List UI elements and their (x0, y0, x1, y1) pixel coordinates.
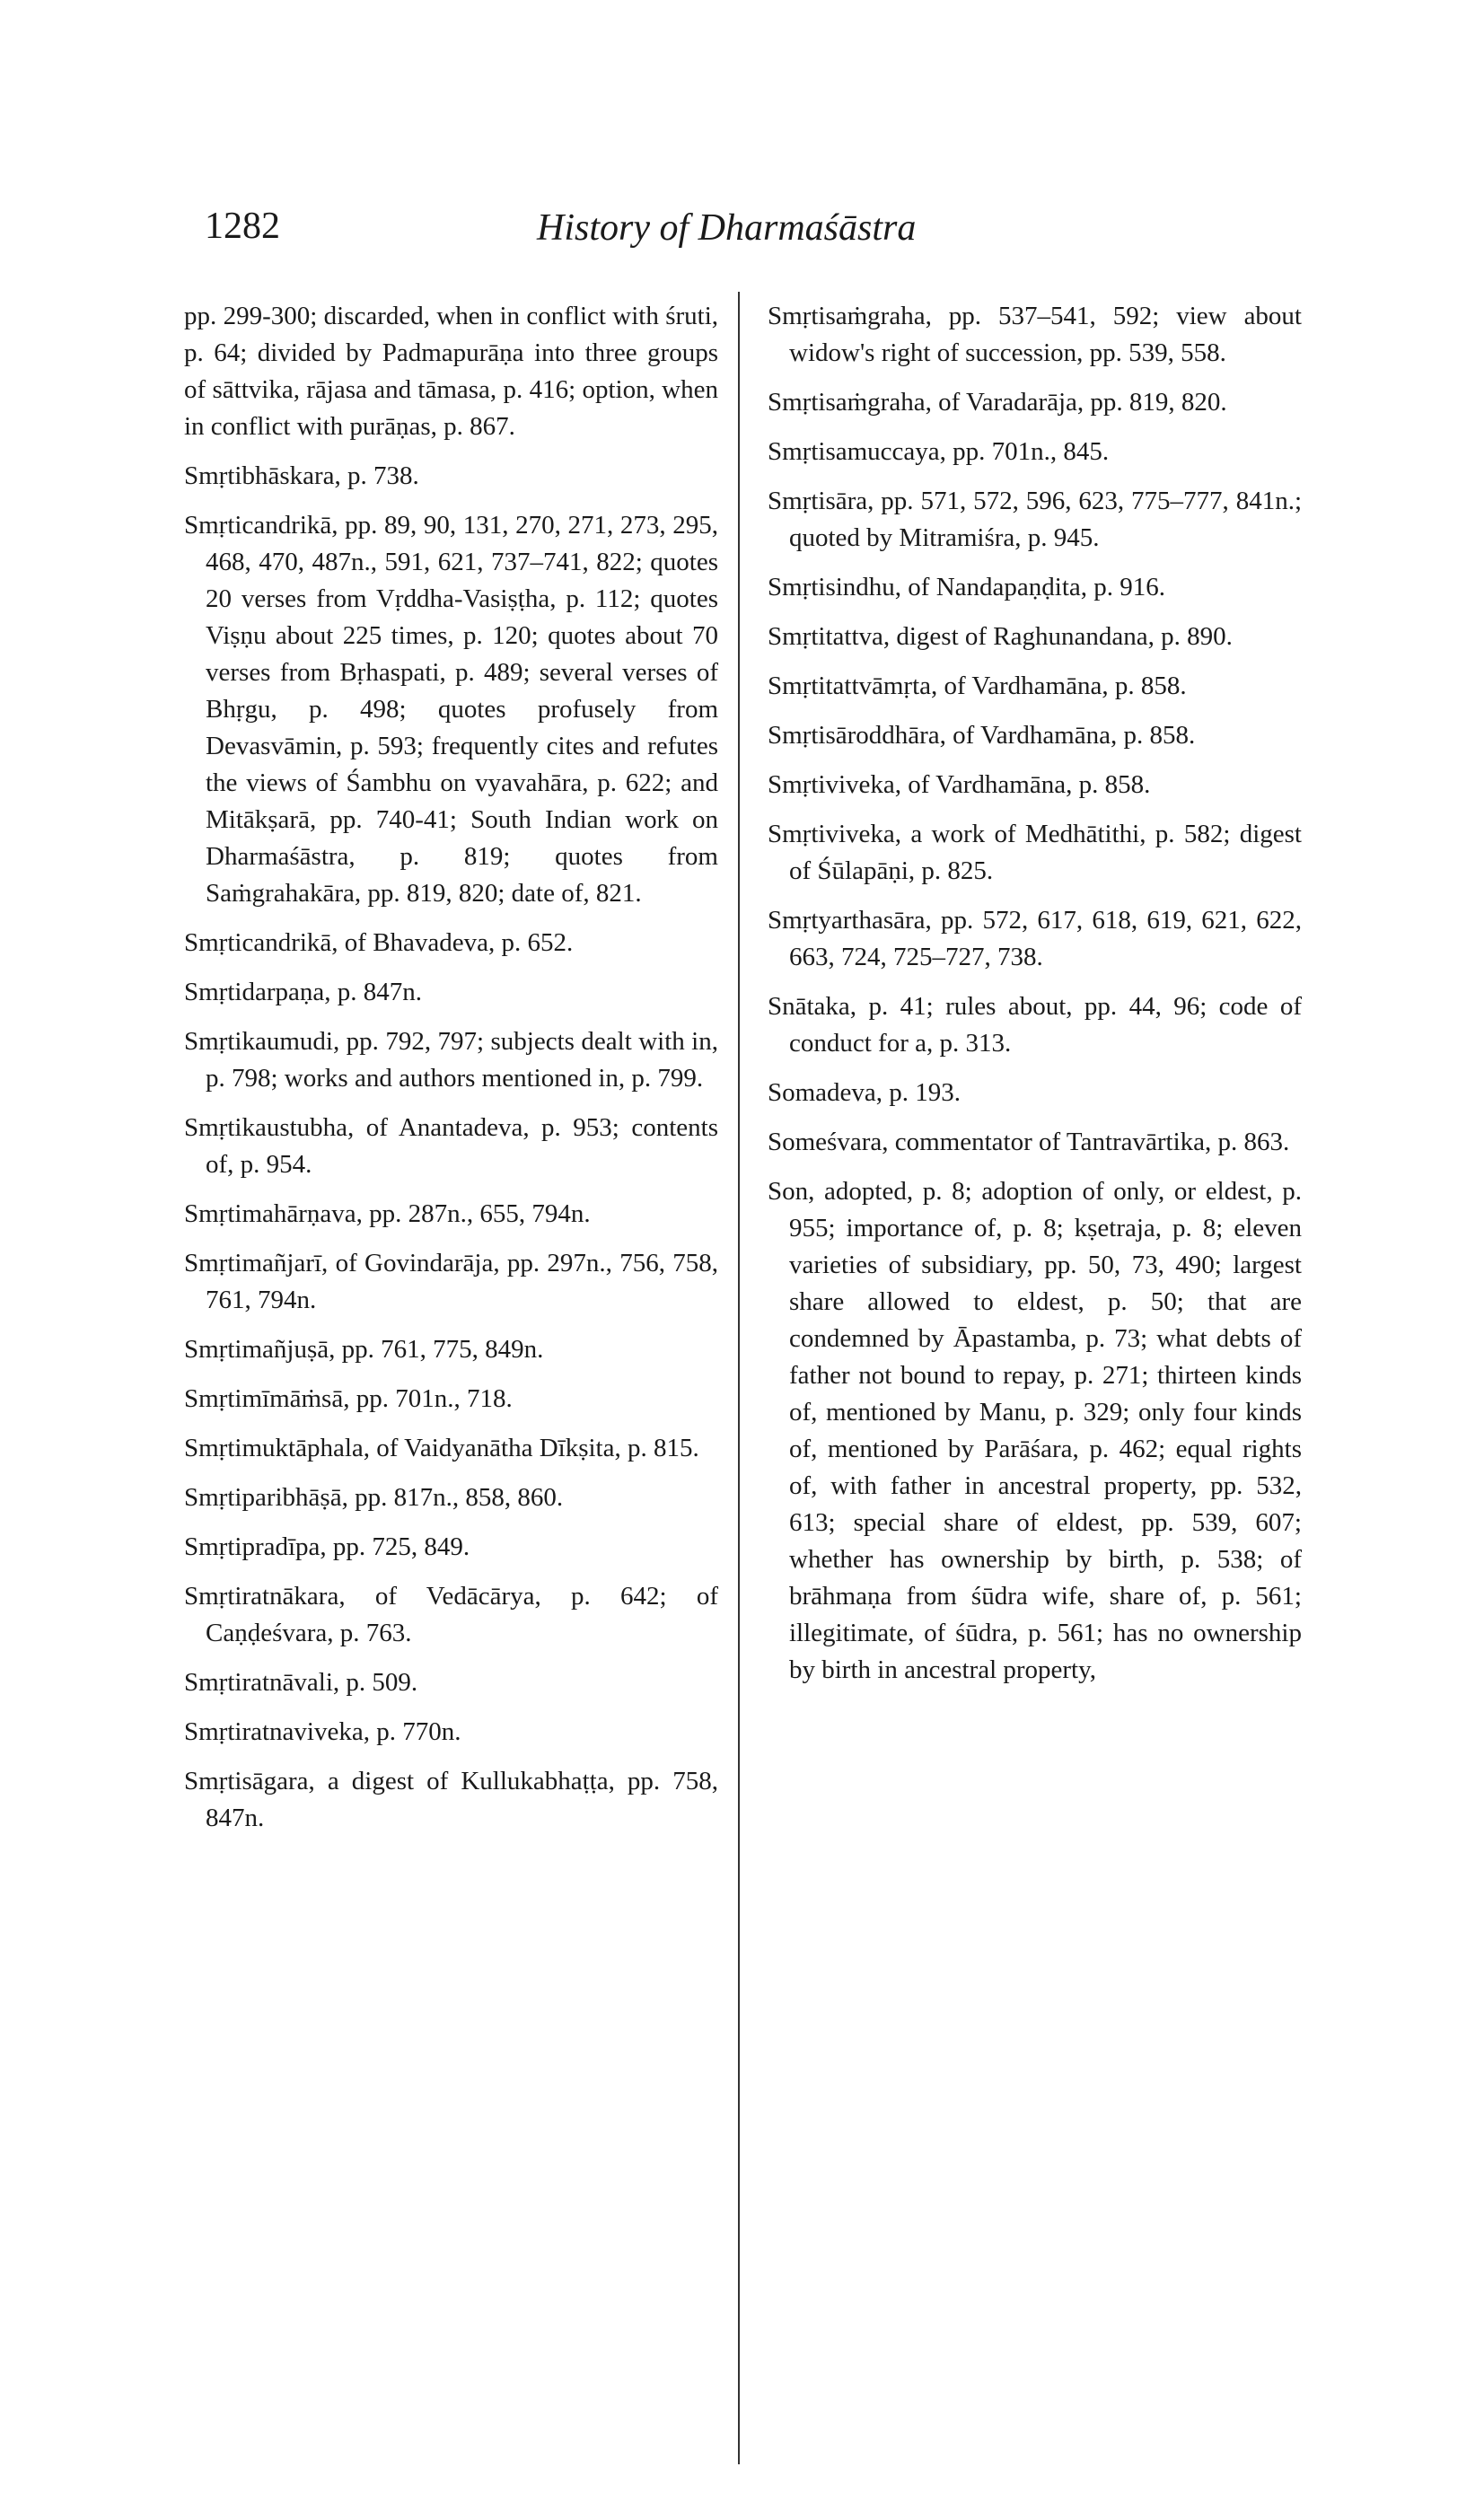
index-entry: Smṛtimahārṇava, pp. 287n., 655, 794n. (184, 1199, 591, 1228)
index-column-left (184, 298, 718, 1849)
index-entry: Smṛtimañjuṣā, pp. 761, 775, 849n. (184, 1335, 544, 1364)
index-entry: Son, adopted, p. 8; adoption of only, or eldest, p. 955; importance of, p. 8; kṣetraja, p. 8; eleven varieties of subsidiary, pp. 50, 73, 490; largest share allowed to eldest, p. 50; that are condemned by Āpastamba, p. 73; what debts of father not bound to repay, p. 271; thirteen kinds of, mentioned by Manu, p. 329; only four kinds of, mentioned by Parāśara, p. 462; equal rights of, with father in ancestral property, pp. 532, 613; special share of eldest, pp. 539, 607; whether has ownership by birth, p. 538; of brāhmaṇa from śūdra wife, share of, p. 561; illegitimate, of śūdra, p. 561; has no ownership by birth in ancestral property, (768, 1177, 1302, 1684)
page-number: 1282 (205, 206, 280, 247)
index-entry: Somadeva, p. 193. (768, 1078, 962, 1107)
index-entry: Smṛtisāra, pp. 571, 572, 596, 623, 775–777, 841n.; quoted by Mitramiśra, p. 945. (768, 487, 1302, 552)
index-entry: Smṛticandrikā, pp. 89, 90, 131, 270, 271, 273, 295, 468, 470, 487n., 591, 621, 737–741, 822; quotes 20 verses from Vṛddha-Vasiṣṭha, p. 112; quotes Viṣṇu about 225 times, p. 120; quotes about 70 verses from Bṛhaspati, p. 489; several verses of Bhṛgu, p. 498; quotes profusely from Devasvāmin, p. 593; frequently cites and refutes the views of Śambhu on vyavahāra, p. 622; and Mitākṣarā, pp. 740-41; South Indian work on Dharmaśāstra, p. 819; quotes from Saṁgrahakāra, pp. 819, 820; date of, 821. (184, 511, 718, 908)
index-entry: Smṛtiviveka, a work of Medhātithi, p. 582; digest of Śūlapāṇi, p. 825. (768, 820, 1302, 885)
running-title: History of Dharmaśāstra (537, 207, 917, 249)
index-entry: Smṛtisaṁgraha, pp. 537–541, 592; view about widow's right of succession, pp. 539, 558. (768, 302, 1302, 367)
index-entry: Smṛtikaumudi, pp. 792, 797; subjects dealt with in, p. 798; works and authors mentioned in, p. 799. (184, 1027, 718, 1093)
page-header (205, 205, 1300, 268)
index-entry: Smṛtimīmāṁsā, pp. 701n., 718. (184, 1384, 513, 1413)
index-entry: Smṛtitattva, digest of Raghunandana, p. 890. (768, 622, 1233, 651)
index-entry: Smṛtiviveka, of Vardhamāna, p. 858. (768, 770, 1151, 799)
index-column-right (768, 298, 1302, 1701)
index-entry: Smṛtisamuccaya, pp. 701n., 845. (768, 437, 1110, 466)
index-entry: Smṛtisāroddhāra, of Vardhamāna, p. 858. (768, 721, 1196, 750)
index-entry: Snātaka, p. 41; rules about, pp. 44, 96; code of conduct for a, p. 313. (768, 992, 1302, 1058)
column-divider (738, 292, 740, 2464)
index-entry: Someśvara, commentator of Tantravārtika, p. 863. (768, 1128, 1290, 1156)
index-entry: Smṛtibhāskara, p. 738. (184, 461, 419, 490)
index-entry: Smṛtimañjarī, of Govindarāja, pp. 297n., 756, 758, 761, 794n. (184, 1249, 718, 1314)
index-entry: Smṛtimuktāphala, of Vaidyanātha Dīkṣita, p. 815. (184, 1434, 699, 1462)
index-entry: Smṛtitattvāmṛta, of Vardhamāna, p. 858. (768, 672, 1187, 700)
index-entry: Smṛtiratnaviveka, p. 770n. (184, 1717, 461, 1746)
index-entry: Smṛtisindhu, of Nandapaṇḍita, p. 916. (768, 573, 1166, 601)
index-entry: Smṛtisaṁgraha, of Varadarāja, pp. 819, 820. (768, 388, 1227, 417)
index-entry: Smṛticandrikā, of Bhavadeva, p. 652. (184, 928, 574, 957)
index-entry: Smṛtiparibhāṣā, pp. 817n., 858, 860. (184, 1483, 564, 1512)
index-entry: Smṛtiratnākara, of Vedācārya, p. 642; of Caṇḍeśvara, p. 763. (184, 1582, 718, 1647)
index-entry: Smṛtisāgara, a digest of Kullukabhaṭṭa, pp. 758, 847n. (184, 1767, 718, 1832)
index-entry: Smṛtipradīpa, pp. 725, 849. (184, 1532, 470, 1561)
index-entry: Smṛtiratnāvali, p. 509. (184, 1668, 418, 1697)
index-entry: Smṛtikaustubha, of Anantadeva, p. 953; contents of, p. 954. (184, 1113, 718, 1179)
index-entry: Smṛtidarpaṇa, p. 847n. (184, 978, 422, 1006)
index-entry: Smṛtyarthasāra, pp. 572, 617, 618, 619, 621, 622, 663, 724, 725–727, 738. (768, 906, 1302, 971)
index-entry: pp. 299-300; discarded, when in conflict with śruti, p. 64; divided by Padmapurāṇa into three groups of sāttvika, rājasa and tāmasa, p. 416; option, when in conflict with purāṇas, p. 867. (184, 302, 718, 441)
